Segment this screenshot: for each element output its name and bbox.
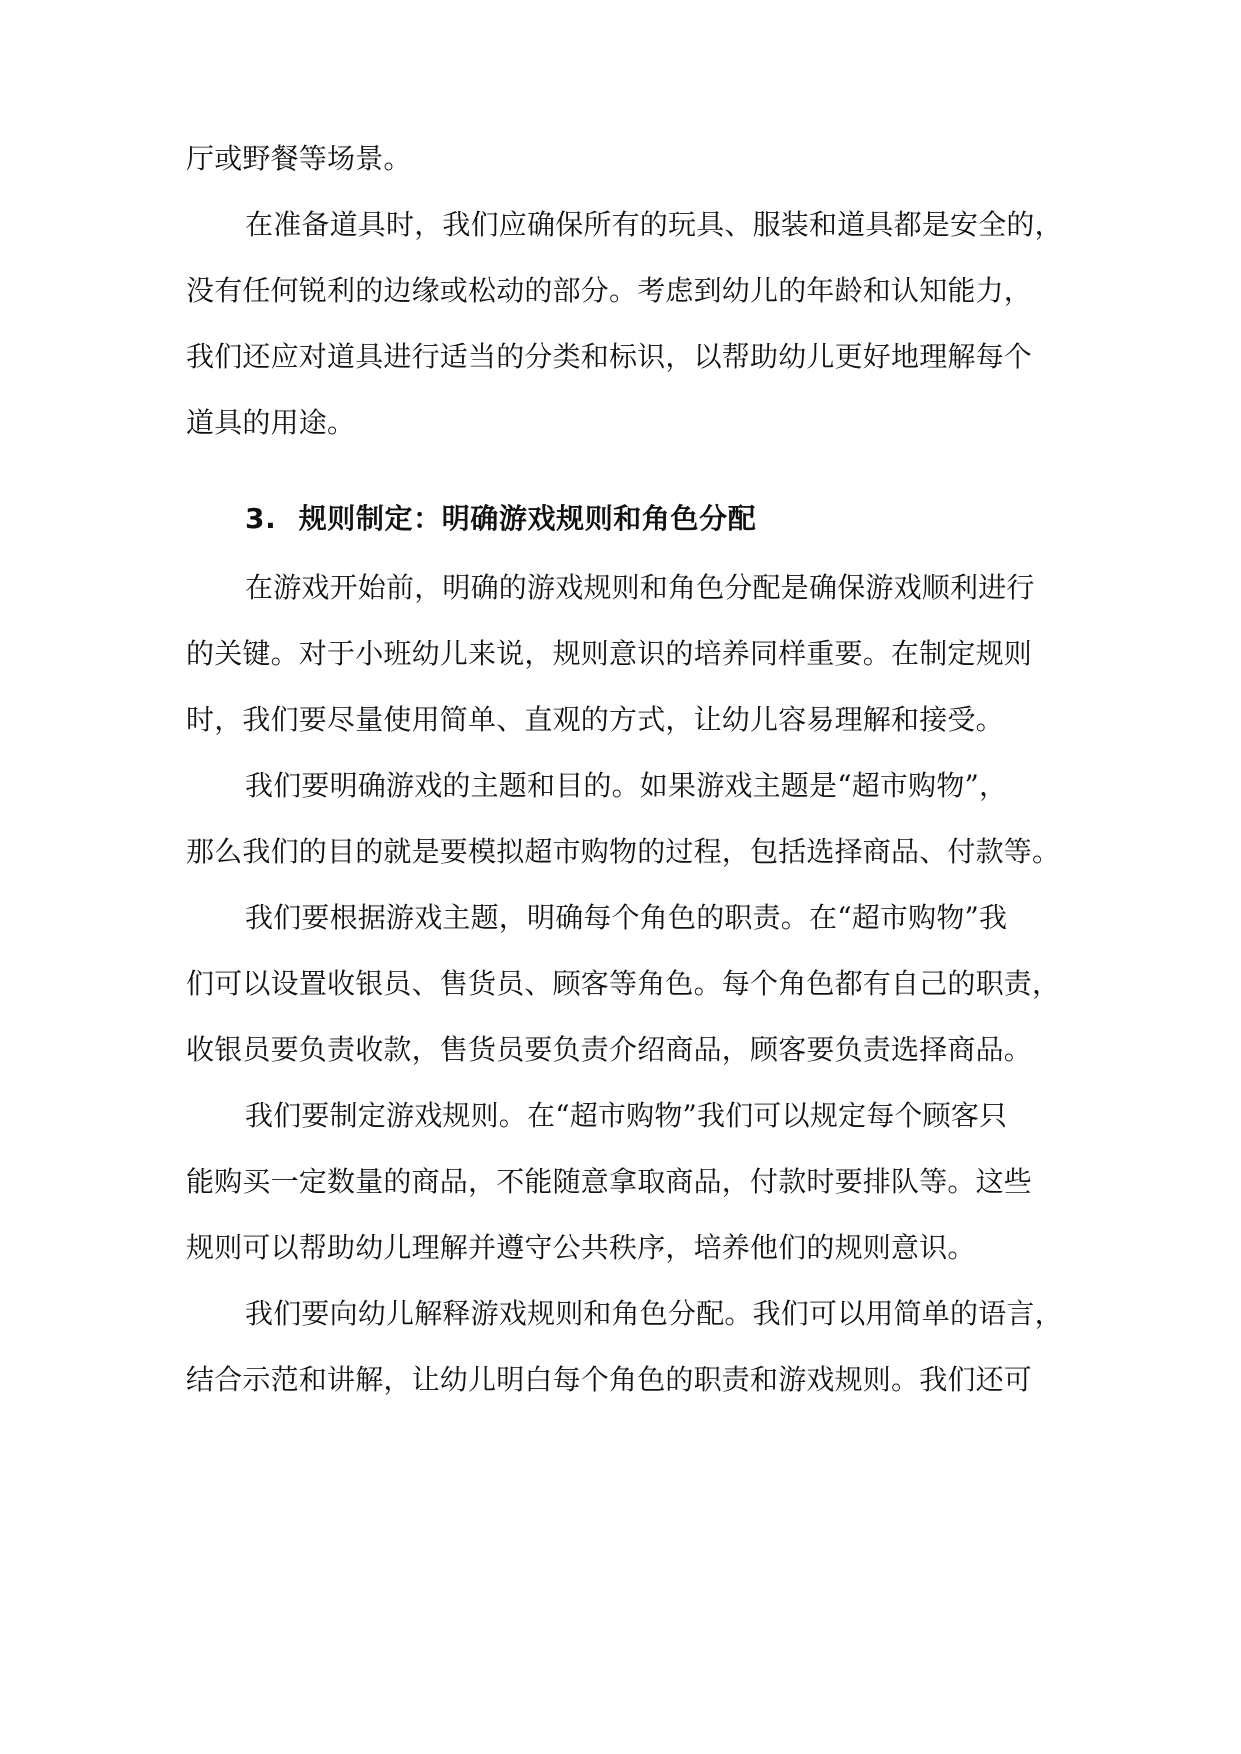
- paragraph-line: 在游戏开始前，明确的游戏规则和角色分配是确保游戏顺利进行: [245, 571, 1035, 604]
- paragraph-line: 我们要制定游戏规则。在“超市购物”我们可以规定每个顾客只: [245, 1099, 1008, 1132]
- section-heading: [245, 499, 1115, 539]
- paragraph-line: 我们要明确游戏的主题和目的。如果游戏主题是“超市购物”，: [245, 769, 1008, 802]
- paragraph-line: 规则可以帮助幼儿理解并遵守公共秩序，培养他们的规则意识。: [186, 1231, 976, 1264]
- section-heading-number: 3.: [245, 502, 277, 535]
- paragraph-line: 我们要根据游戏主题，明确每个角色的职责。在“超市购物”我: [245, 901, 1008, 934]
- paragraph-line: 结合示范和讲解，让幼儿明白每个角色的职责和游戏规则。我们还可: [186, 1363, 1033, 1396]
- paragraph-line: 道具的用途。: [186, 406, 356, 439]
- paragraph-line: 们可以设置收银员、售货员、顾客等角色。每个角色都有自己的职责，: [186, 967, 1061, 1000]
- paragraph-line: 能购买一定数量的商品，不能随意拿取商品，付款时要排队等。这些: [186, 1165, 1033, 1198]
- paragraph-line: 厅或野餐等场景。: [186, 142, 412, 175]
- section-heading-text: 规则制定：明确游戏规则和角色分配: [298, 502, 757, 535]
- paragraph-line: 在准备道具时，我们应确保所有的玩具、服装和道具都是安全的，: [245, 208, 1063, 241]
- paragraph-line: 我们还应对道具进行适当的分类和标识，以帮助幼儿更好地理解每个: [186, 340, 1033, 373]
- paragraph-line: 收银员要负责收款，售货员要负责介绍商品，顾客要负责选择商品。: [186, 1033, 1033, 1066]
- paragraph-line: 那么我们的目的就是要模拟超市购物的过程，包括选择商品、付款等。: [186, 835, 1061, 868]
- paragraph-line: 没有任何锐利的边缘或松动的部分。考虑到幼儿的年龄和认知能力，: [186, 274, 1033, 307]
- paragraph-line: 我们要向幼儿解释游戏规则和角色分配。我们可以用简单的语言，: [245, 1297, 1063, 1330]
- paragraph-line: 时，我们要尽量使用简单、直观的方式，让幼儿容易理解和接受。: [186, 703, 1004, 736]
- paragraph-line: 的关键。对于小班幼儿来说，规则意识的培养同样重要。在制定规则: [186, 637, 1033, 670]
